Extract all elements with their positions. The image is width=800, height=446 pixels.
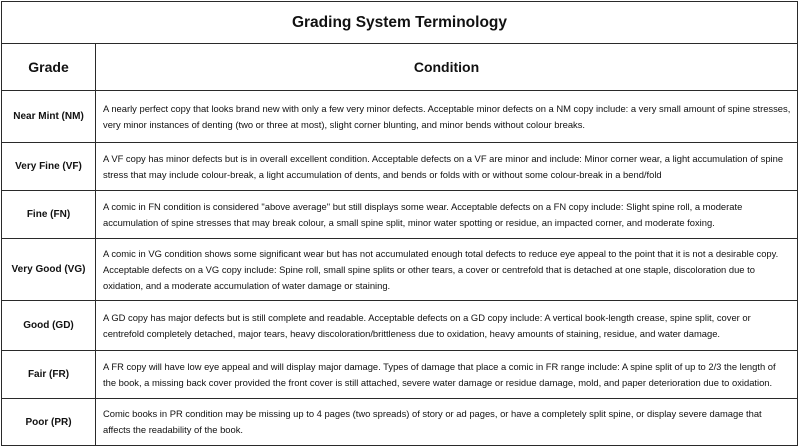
table-title: Grading System Terminology <box>2 2 798 44</box>
grade-cell: Very Good (VG) <box>2 239 96 301</box>
condition-cell: A VF copy has minor defects but is in overall excellent condition. Acceptable defects on a VF are minor and include: Minor corner wear, a light accumulation of spine stress that may include colour-break, a light accumulation of dents, and bends or folds with or without some colour-break in a bend/fold <box>96 143 798 191</box>
condition-column-header: Condition <box>96 44 798 91</box>
grade-cell: Fair (FR) <box>2 351 96 399</box>
table-row <box>2 239 798 301</box>
condition-cell: A FR copy will have low eye appeal and will display major damage. Types of damage that place a comic in FR range include: A spine split of up to 2/3 the length of the book, a missing back cover provided the front cover is still attached, severe water damage or residue damage, mold, and paper deterioration due to oxidation. <box>96 351 798 399</box>
condition-cell: Comic books in PR condition may be missing up to 4 pages (two spreads) of story or ad pages, or have a completely split spine, or display severe damage that affects the readability of the book. <box>96 399 798 446</box>
condition-cell: A nearly perfect copy that looks brand new with only a few very minor defects. Acceptable minor defects on a NM copy include: a very small amount of spine stresses, very minor instances of denting (two or three at most), slight corner blunting, and minor bends without colour breaks. <box>96 91 798 143</box>
table-row <box>2 301 798 351</box>
table-row <box>2 143 798 191</box>
grade-cell: Very Fine (VF) <box>2 143 96 191</box>
condition-cell: A GD copy has major defects but is still complete and readable. Acceptable defects on a GD copy include: A vertical book-length crease, spine split, cover or centrefold completely detached, major tears, heavy discoloration/brittleness due to oxidation, heavy amounts of staining, residue, and water damage. <box>96 301 798 351</box>
header-row <box>2 44 798 91</box>
grading-table-container <box>1 1 798 438</box>
table-row <box>2 399 798 446</box>
condition-cell: A comic in VG condition shows some significant wear but has not accumulated enough total defects to reduce eye appeal to the point that it is not a desirable copy. Acceptable defects on a VG copy include: Spine roll, small spine splits or other tears, a cover or centrefold that is detached at one staple, discoloration due to oxidation, and a moderate accumulation of water damage or staining. <box>96 239 798 301</box>
table-row <box>2 351 798 399</box>
grade-cell: Near Mint (NM) <box>2 91 96 143</box>
grade-cell: Poor (PR) <box>2 399 96 446</box>
condition-cell: A comic in FN condition is considered "above average" but still displays some wear. Acceptable defects on a FN copy include: Slight spine roll, a moderate accumulation of spine stresses that may break colour, a small spine split, minor water spotting or residue, an impacted corner, and moderate foxing. <box>96 191 798 239</box>
grade-cell: Good (GD) <box>2 301 96 351</box>
grading-table <box>1 1 798 446</box>
grade-column-header: Grade <box>2 44 96 91</box>
table-row <box>2 191 798 239</box>
table-row <box>2 91 798 143</box>
title-row <box>2 2 798 44</box>
grade-cell: Fine (FN) <box>2 191 96 239</box>
